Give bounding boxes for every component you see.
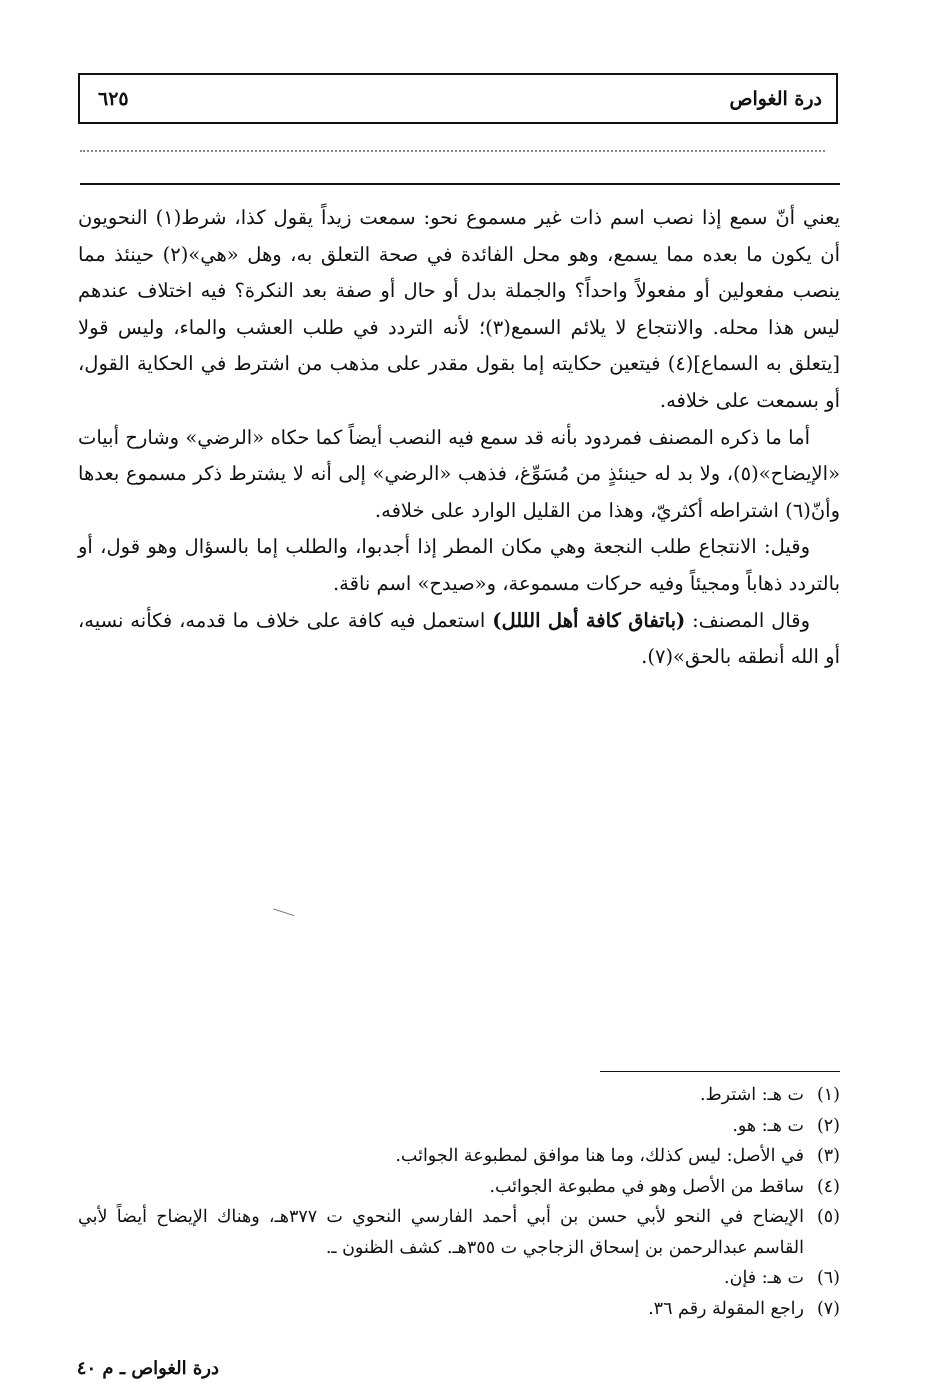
footnote-number: (٣) xyxy=(816,1146,840,1166)
footnote-3 xyxy=(78,1141,840,1172)
dotted-separator xyxy=(80,150,825,152)
footnote-number: (٧) xyxy=(816,1298,840,1319)
header-rule xyxy=(80,183,840,185)
footnote-text: ت هـ: هو. xyxy=(732,1115,804,1136)
footnote-number: (٦) xyxy=(816,1268,840,1288)
paragraph-1: يعني أنّ سمع إذا نصب اسم ذات غير مسموع نحو: سمعت زيداً يقول كذا، شرط(١) النحويون أن يكون ما بعده مما يسمع، وهو محل الفائدة في صحة التعلق به، وهل «هي»(٢) حينئذ مما ينصب مفعولين أو مفعولاً واحداً؟ والجملة بدل أو حال أو صفة بعد النكرة؟ فيه اختلاف عندهم ليس هذا محله. والانتجاع لا يلائم السمع(٣)؛ لأنه التردد في طلب العشب والماء، وليس قولا [يتعلق به السماع](٤) فيتعين حكايته إما بقول مقدر على مذهب من اشترط في الحكاية القول، أو بسمعت على خلافه. xyxy=(78,206,840,412)
paragraph-4-lead: وقال المصنف: xyxy=(685,608,810,632)
footnote-rule xyxy=(600,1071,840,1072)
main-text xyxy=(78,200,840,676)
paragraph-2: أما ما ذكره المصنف فمردود بأنه قد سمع فيه النصب أيضاً كما حكاه «الرضي» وشارح أبيات «الإيضاح»(٥)، ولا بد له حينئذٍ من مُسَوِّغ، فذهب «الرضي» إلى أنه لا يشترط ذكر مسموع بعدها وأنّ(٦) اشتراطه أكثريّ، وهذا من القليل الوارد على خلافه. xyxy=(78,425,840,522)
footnote-text: الإيضاح في النحو لأبي حسن بن أبي أحمد الفارسي النحوي ت ٣٧٧هـ، وهناك الإيضاح أيضاً لأبي القاسم عبدالرحمن بن إسحاق الزجاجي ت ٣٥٥هـ. كشف الظنون ـ. xyxy=(78,1207,805,1258)
stray-mark xyxy=(273,901,297,916)
footnote-7 xyxy=(78,1294,840,1325)
footnote-number: (٢) xyxy=(816,1115,840,1136)
footnotes xyxy=(78,1080,840,1324)
quoted-phrase: (باتفاق كافة أهل الللل) xyxy=(492,608,686,632)
footnote-2 xyxy=(78,1111,840,1142)
paragraph-4 xyxy=(78,603,840,676)
paragraph-4-rest: استعمل فيه كافة على خلاف ما قدمه، فكأنه نسيه، أو الله أنطقه بالحق»(٧). xyxy=(78,608,840,669)
paragraph-3: وقيل: الانتجاع طلب النجعة وهي مكان المطر إذا أجدبوا، والطلب إما بالسؤال وهو قول، أو بالتردد ذهاباً ومجيئاً وفيه حركات مسموعة، و«صيدح» اسم ناقة. xyxy=(78,535,840,595)
footnote-5 xyxy=(78,1202,840,1263)
footnote-text: راجع المقولة رقم ٣٦. xyxy=(648,1298,804,1319)
footnote-1 xyxy=(78,1080,840,1111)
footnote-number: (٤) xyxy=(816,1176,840,1197)
footnote-number: (١) xyxy=(816,1085,840,1105)
footnote-4 xyxy=(78,1172,840,1203)
footnote-6 xyxy=(78,1263,840,1294)
running-header-title: درة الغواص xyxy=(729,88,822,110)
footnote-text: ساقط من الأصل وهو في مطبوعة الجوائب. xyxy=(489,1176,804,1197)
page-number: ٦٢٥ xyxy=(98,88,129,110)
page-footer: درة الغواص ـ م ٤٠ xyxy=(76,1358,219,1379)
footnote-text: ت هـ: فإن. xyxy=(724,1268,804,1288)
running-header xyxy=(78,73,838,124)
footnote-text: في الأصل: ليس كذلك، وما هنا موافق لمطبوعة الجوائب. xyxy=(395,1146,804,1166)
footnote-text: ت هـ: اشترط. xyxy=(699,1085,804,1105)
footnote-number: (٥) xyxy=(816,1207,840,1227)
